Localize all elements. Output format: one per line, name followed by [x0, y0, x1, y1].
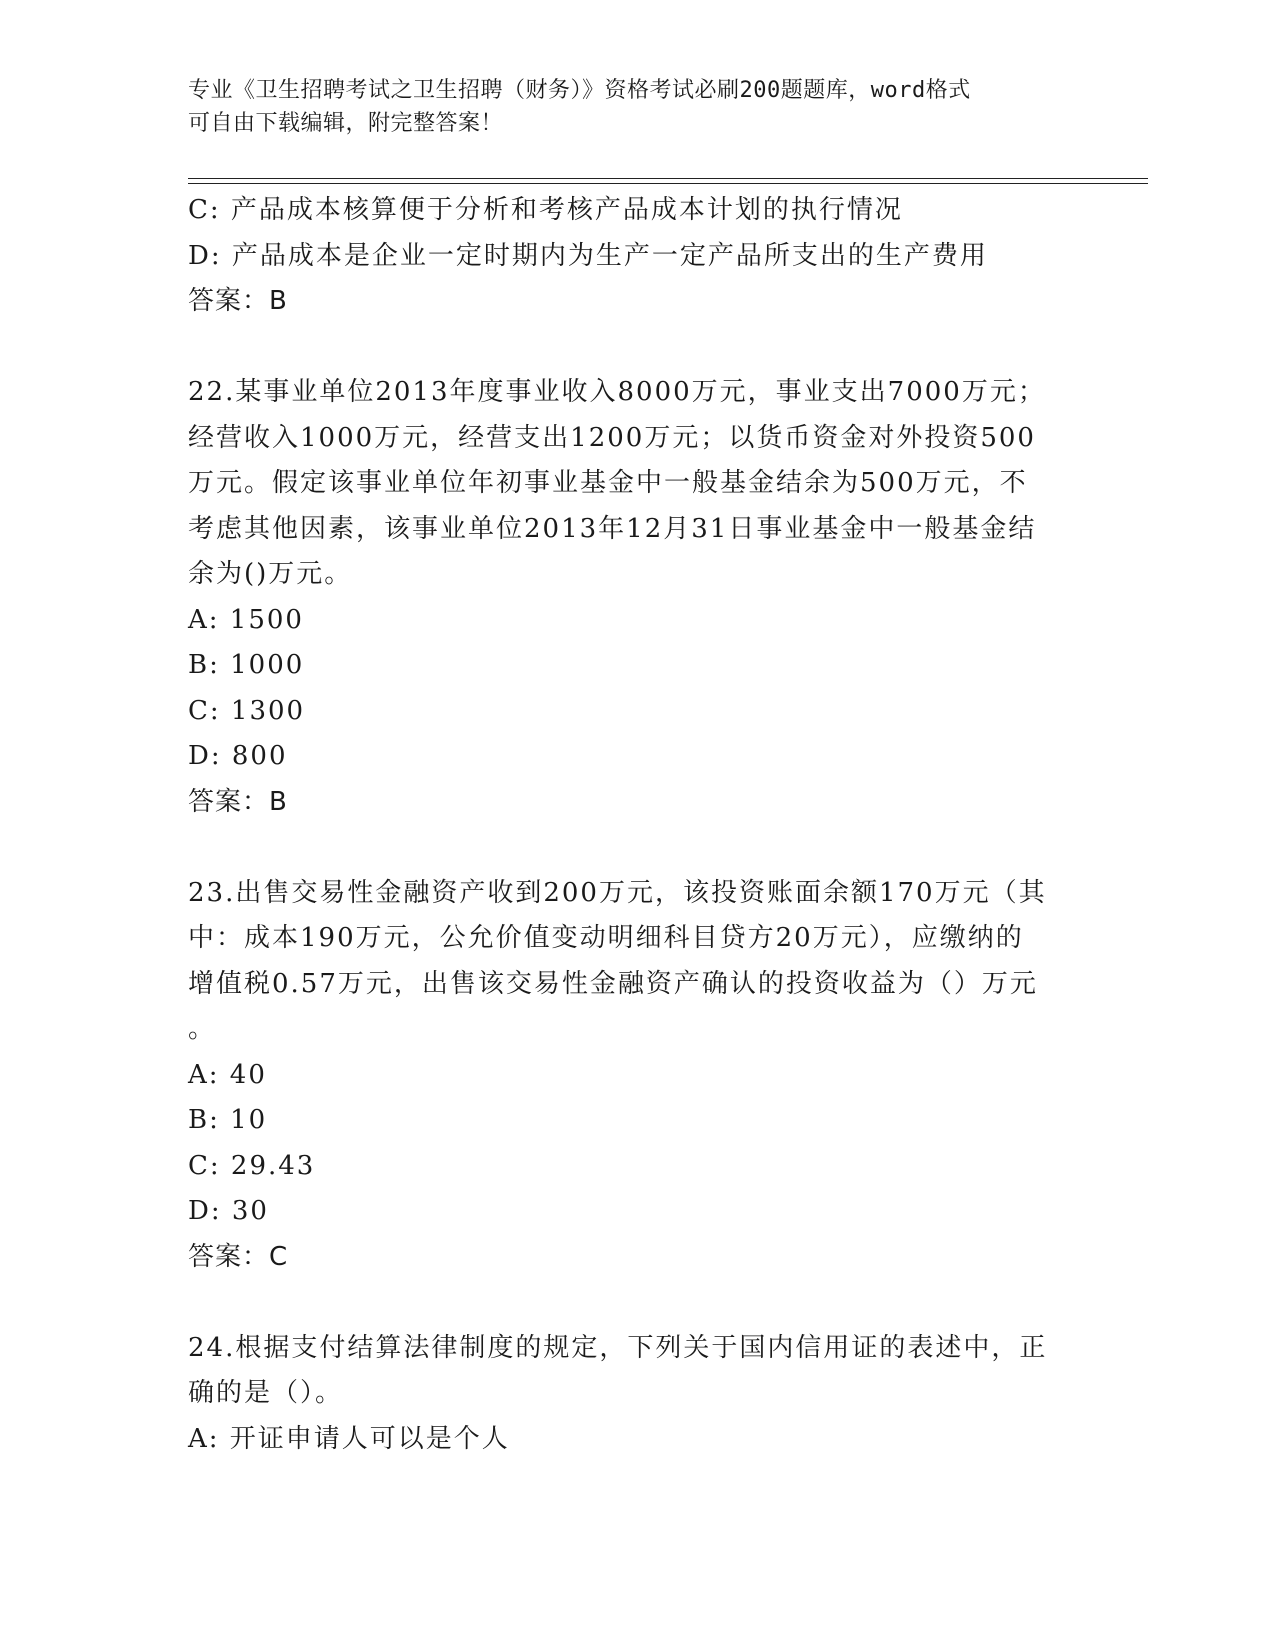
- question-stem-line: 中：成本190万元，公允价值变动明细科目贷方20万元），应缴纳的: [188, 923, 1024, 953]
- option-c: C: 29.43: [188, 1150, 316, 1181]
- question-stem-line: 确的是（）。: [188, 1378, 344, 1408]
- option-a: A: 40: [188, 1059, 267, 1090]
- document-body: [188, 188, 1078, 1462]
- question-22: [188, 370, 1078, 825]
- option-b: B: 10: [188, 1105, 268, 1135]
- option-c: C: 1300: [188, 695, 306, 726]
- answer-line: 答案：B: [188, 286, 288, 316]
- spacer: [188, 1280, 1078, 1326]
- question-stem-line: 万元。假定该事业单位年初事业基金中一般基金结余为500万元，不: [188, 468, 1028, 498]
- question-stem-line: 23.出售交易性金融资产收到200万元，该投资账面余额170万元（其: [188, 877, 1047, 908]
- option-b: B: 1000: [188, 650, 305, 680]
- option-a: A: 开证申请人可以是个人: [188, 1423, 510, 1454]
- question-21-continued: [188, 188, 1078, 325]
- option-d: D: 产品成本是企业一定时期内为生产一定产品所支出的生产费用: [188, 240, 988, 271]
- header-rule-top: [188, 178, 1148, 179]
- question-24: [188, 1326, 1078, 1463]
- question-stem-line: 。: [188, 1014, 217, 1044]
- spacer: [188, 325, 1078, 371]
- option-d: D: 30: [188, 1196, 269, 1226]
- question-stem-line: 考虑其他因素，该事业单位2013年12月31日事业基金中一般基金结: [188, 513, 1037, 544]
- answer-line: 答案：B: [188, 786, 288, 817]
- question-23: [188, 871, 1078, 1281]
- question-stem-line: 22.某事业单位2013年度事业收入8000万元，事业支出7000万元；: [188, 377, 1046, 407]
- spacer: [188, 825, 1078, 871]
- question-stem-line: 增值税0.57万元，出售该交易性金融资产确认的投资收益为（）万元: [188, 968, 1038, 999]
- header-line-2: 可自由下载编辑，附完整答案！: [188, 111, 504, 136]
- document-header: [188, 74, 1088, 140]
- option-d: D: 800: [188, 741, 288, 771]
- question-stem-line: 余为()万元。: [188, 559, 353, 589]
- header-rule-bottom: [188, 183, 1148, 184]
- header-line-1: 专业《卫生招聘考试之卫生招聘（财务）》资格考试必刷200题题库，word格式: [188, 78, 971, 103]
- answer-line: 答案：C: [188, 1241, 289, 1272]
- option-a: A: 1500: [188, 604, 304, 635]
- question-stem-line: 24.根据支付结算法律制度的规定，下列关于国内信用证的表述中，正: [188, 1332, 1048, 1363]
- question-stem-line: 经营收入1000万元，经营支出1200万元；以货币资金对外投资500: [188, 422, 1036, 453]
- option-c: C: 产品成本核算便于分析和考核产品成本计划的执行情况: [188, 195, 903, 225]
